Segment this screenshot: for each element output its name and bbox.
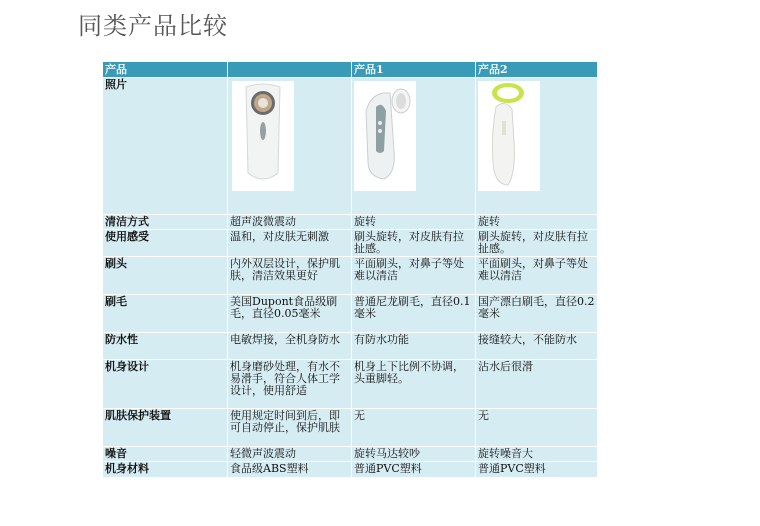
table-row-body-design xyxy=(103,360,598,409)
row-label-material: 机身材料 xyxy=(103,462,228,478)
cell-design-ours: 机身磨砂处理，有水不易滑手，符合人体工学设计，使用舒适 xyxy=(228,360,352,409)
table-row-feel xyxy=(103,230,598,257)
cell-feel-ours: 温和，对皮肤无刺激 xyxy=(228,230,352,257)
header-product: 产品 xyxy=(103,62,228,78)
row-label-body-design: 机身设计 xyxy=(103,360,228,409)
cell-material-product-2: 普通PVC塑料 xyxy=(476,462,598,478)
cell-skin-product-2: 无 xyxy=(476,409,598,447)
cell-bristle-product-1: 普通尼龙刷毛，直径0.1毫米 xyxy=(352,295,476,333)
row-label-noise: 噪音 xyxy=(103,447,228,462)
cell-clean-product-2: 旋转 xyxy=(476,215,598,230)
header-row xyxy=(103,62,598,78)
cell-water-product-2: 接缝较大，不能防水 xyxy=(476,333,598,360)
row-label-skin-protection: 肌肤保护装置 xyxy=(103,409,228,447)
product-photo-2 xyxy=(478,81,540,191)
cell-head-product-1: 平面刷头，对鼻子等处难以清洁 xyxy=(352,257,476,295)
table-row-brush-head xyxy=(103,257,598,295)
cell-water-ours: 电敏焊接，全机身防水 xyxy=(228,333,352,360)
cell-noise-product-1: 旋转马达较吵 xyxy=(352,447,476,462)
table-row-bristle xyxy=(103,295,598,333)
table-row-waterproof xyxy=(103,333,598,360)
table-row-photo xyxy=(103,78,598,215)
product-photo-ours xyxy=(232,81,294,191)
cell-bristle-ours: 美国Dupont食品级刷毛，直径0.05毫米 xyxy=(228,295,352,333)
cell-skin-ours: 使用规定时间到后，即可自动停止，保护肌肤 xyxy=(228,409,352,447)
cell-bristle-product-2: 国产漂白刷毛，直径0.2毫米 xyxy=(476,295,598,333)
page-title: 同类产品比较 xyxy=(78,12,228,40)
photo-cell-product-2 xyxy=(476,78,598,215)
row-label-waterproof: 防水性 xyxy=(103,333,228,360)
cell-head-ours: 内外双层设计，保护肌肤，清洁效果更好 xyxy=(228,257,352,295)
cell-clean-ours: 超声波微震动 xyxy=(228,215,352,230)
cell-material-product-1: 普通PVC塑料 xyxy=(352,462,476,478)
cell-feel-product-2: 刷头旋转，对皮肤有拉扯感。 xyxy=(476,230,598,257)
row-label-photo: 照片 xyxy=(103,78,228,215)
table-row-clean xyxy=(103,215,598,230)
table-row-skin-protection xyxy=(103,409,598,447)
row-label-brush-head: 刷头 xyxy=(103,257,228,295)
row-label-clean: 清洁方式 xyxy=(103,215,228,230)
cell-noise-product-2: 旋转噪音大 xyxy=(476,447,598,462)
cell-feel-product-1: 刷头旋转，对皮肤有拉扯感。 xyxy=(352,230,476,257)
row-label-feel: 使用感受 xyxy=(103,230,228,257)
photo-cell-ours xyxy=(228,78,352,215)
cell-water-product-1: 有防水功能 xyxy=(352,333,476,360)
photo-cell-product-1 xyxy=(352,78,476,215)
table-row-material xyxy=(103,462,598,478)
header-blank xyxy=(228,62,352,78)
comparison-table xyxy=(102,61,598,478)
cell-design-product-2: 沾水后很滑 xyxy=(476,360,598,409)
header-product-1: 产品1 xyxy=(352,62,476,78)
cell-head-product-2: 平面刷头，对鼻子等处难以清洁 xyxy=(476,257,598,295)
row-label-bristle: 刷毛 xyxy=(103,295,228,333)
cell-noise-ours: 轻微声波震动 xyxy=(228,447,352,462)
cell-design-product-1: 机身上下比例不协调，头重脚轻。 xyxy=(352,360,476,409)
cell-clean-product-1: 旋转 xyxy=(352,215,476,230)
cell-skin-product-1: 无 xyxy=(352,409,476,447)
table-row-noise xyxy=(103,447,598,462)
header-product-2: 产品2 xyxy=(476,62,598,78)
product-photo-1 xyxy=(354,81,416,191)
cell-material-ours: 食品级ABS塑料 xyxy=(228,462,352,478)
